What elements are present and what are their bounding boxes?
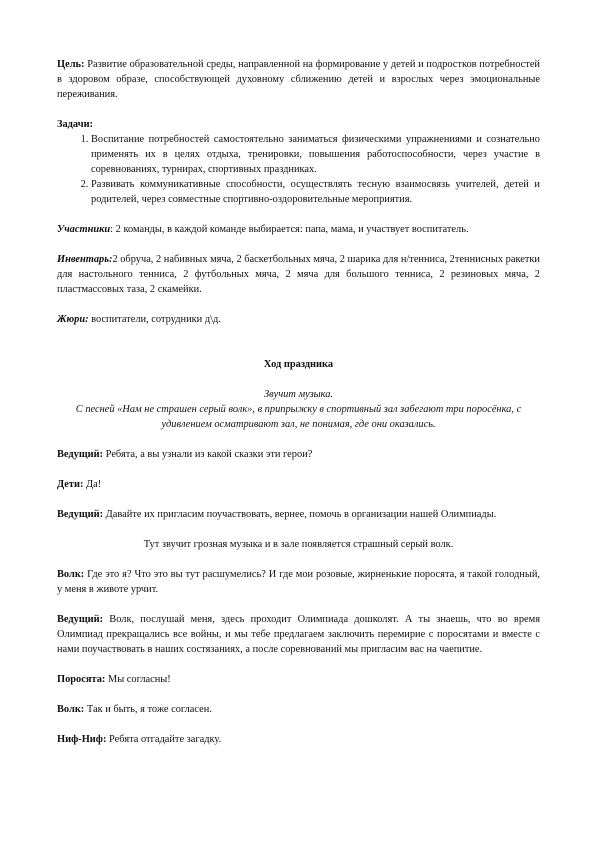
goal-label: Цель: xyxy=(57,59,85,70)
speech-text: Давайте их пригласим поучаствовать, вернее, помочь в организации нашей Олимпиады. xyxy=(103,509,497,520)
dialog-line xyxy=(57,477,540,492)
dialog-line xyxy=(57,447,540,462)
music-note: Звучит музыка. xyxy=(263,389,334,400)
speech-text: Мы согласны! xyxy=(105,674,171,685)
speaker-label: Ведущий: xyxy=(57,614,104,625)
speech-text: Ребята, а вы узнали из какой сказки эти герои? xyxy=(103,449,313,460)
participants-paragraph xyxy=(57,222,540,237)
speech-text: Где это я? Что это вы тут расшумелись? И где мои розовые, жирненькие поросята, я такой голодный, у меня в животе урчит. xyxy=(57,569,540,595)
speaker-label: Волк: xyxy=(57,704,85,715)
task-item: 1. Воспитание потребностей самостоятельно заниматься физическими упражнениями и сознательно применять их в целях отдыха, тренировки, повышения работоспособности, через участие в соревнованиях, турнирах, спортивных праздниках. xyxy=(91,132,540,177)
speaker-label: Поросята: xyxy=(57,674,106,685)
intro-text: С песней «Нам не страшен серый волк», в припрыжку в спортивный зал забегают три поросёнка, с удивлением осматривают зал, не понимая, где они оказались. xyxy=(75,404,522,430)
participants-label: Участники xyxy=(57,224,111,235)
speech-text: Так и быть, я тоже согласен. xyxy=(84,704,212,715)
inventory-paragraph xyxy=(57,252,540,297)
goal-paragraph xyxy=(57,57,540,102)
inventory-text: 2 обруча, 2 набивных мяча, 2 баскетбольных мяча, 2 шарика для н/тенниса, 2теннисных ракетки для настольного тенниса, 2 футбольных мяча, 2 мяча для большого тенниса, 2 резиновых мяча, 2 пластмассовых таза, 2 скамейки. xyxy=(57,254,540,295)
jury-paragraph xyxy=(57,312,540,327)
dialog-line xyxy=(57,567,540,597)
dialog-line xyxy=(57,612,540,657)
participants-text: : 2 команды, в каждой команде выбирается: папа, мама, и участвует воспитатель. xyxy=(110,224,469,235)
speaker-label: Ведущий: xyxy=(57,509,104,520)
dialog-line xyxy=(57,702,540,717)
jury-text: воспитатели, сотрудники д\д. xyxy=(88,314,221,325)
dialog-line xyxy=(57,507,540,522)
jury-label: Жюри: xyxy=(57,314,89,325)
dialog-line xyxy=(57,672,540,687)
dialog-line xyxy=(57,732,540,747)
inventory-label: Инвентарь: xyxy=(57,254,113,265)
speech-text: Ребята отгадайте загадку. xyxy=(106,734,222,745)
goal-text: Развитие образовательной среды, направленной на формирование у детей и подростков потребностей в здоровом образе, способствующей духовному сближению детей и взрослых через эмоциональные переживания. xyxy=(57,59,540,100)
tasks-heading: Задачи: xyxy=(57,119,94,130)
tasks-list xyxy=(57,132,540,207)
speech-text: Волк, послушай меня, здесь проходит Олимпиада дошколят. А ты знаешь, что во время Олимпиад прекращались все войны, и мы тебе предлагаем заключить перемирие с поросятами и вместе с нами поучаствовать в наших состязаниях, а после соревнований мы пригласим вас на чаепитие. xyxy=(57,614,540,655)
speaker-label: Дети: xyxy=(57,479,84,490)
section-title: Ход праздника xyxy=(263,359,334,370)
speaker-label: Ниф-Ниф: xyxy=(57,734,107,745)
speech-text: Да! xyxy=(83,479,102,490)
task-item: 2. Развивать коммуникативные способности, осуществлять тесную взаимосвязь учителей, детей и родителей, через совместные спортивно-оздоровительные мероприятия. xyxy=(91,177,540,207)
speaker-label: Волк: xyxy=(57,569,85,580)
speaker-label: Ведущий: xyxy=(57,449,104,460)
stage-direction: Тут звучит грозная музыка и в зале появляется страшный серый волк. xyxy=(143,539,454,550)
